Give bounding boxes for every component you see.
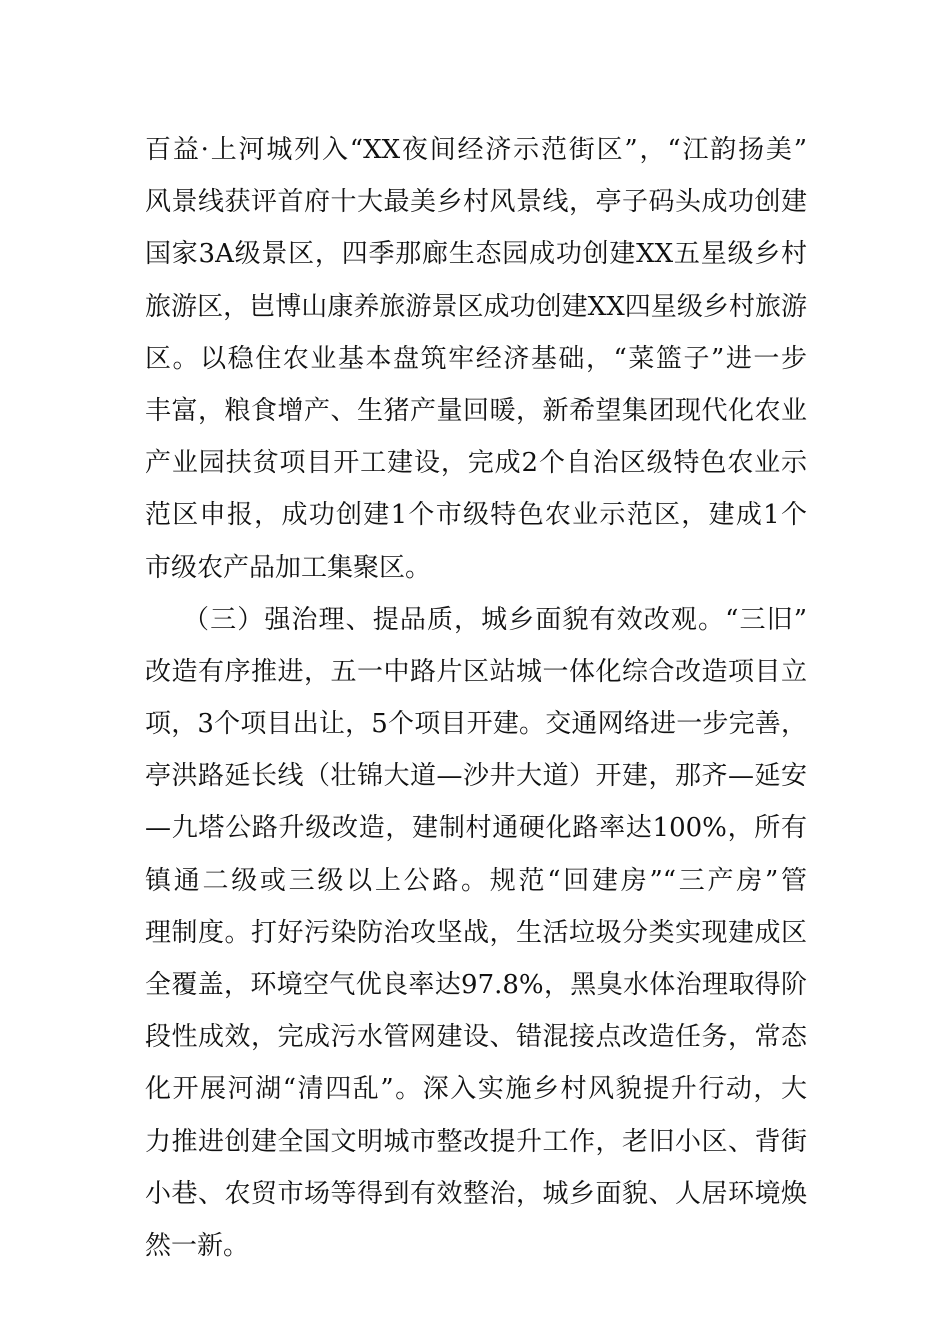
text-line: 镇通二级或三级以上公路。规范“回建房”“三产房”管 bbox=[145, 865, 807, 896]
text-line: 旅游区，岜博山康养旅游景区成功创建XX四星级乡村旅游 bbox=[145, 291, 807, 322]
text-line: 段性成效，完成污水管网建设、错混接点改造任务，常态 bbox=[145, 1022, 807, 1053]
text-line: 范区申报，成功创建1个市级特色农业示范区，建成1个 bbox=[145, 500, 807, 531]
text-line: 然一新。 bbox=[145, 1230, 250, 1261]
text-line: 力推进创建全国文明城市整改提升工作，老旧小区、背街 bbox=[145, 1126, 807, 1157]
text-line: 区。以稳住农业基本盘筑牢经济基础，“菜篮子”进一步 bbox=[145, 343, 807, 374]
text-line: 亭洪路延长线（壮锦大道—沙井大道）开建，那齐—延安 bbox=[145, 761, 807, 792]
text-line: 化开展河湖“清四乱”。深入实施乡村风貌提升行动，大 bbox=[145, 1074, 807, 1105]
paragraph-governance-urban-rural bbox=[145, 594, 807, 1272]
text-line: 全覆盖，环境空气优良率达97.8%，黑臭水体治理取得阶 bbox=[145, 970, 807, 1000]
text-line: 项，3个项目出让，5个项目开建。交通网络进一步完善， bbox=[145, 709, 807, 740]
text-line: 改造有序推进，五一中路片区站城一体化综合改造项目立 bbox=[145, 656, 807, 687]
text-line: 百益·上河城列入“XX夜间经济示范街区”，“江韵扬美” bbox=[145, 135, 807, 165]
text-line: —九塔公路升级改造，建制村通硬化路率达100%，所有 bbox=[145, 813, 807, 844]
text-line: 市级农产品加工集聚区。 bbox=[145, 552, 432, 583]
section-heading-line: （三）强治理、提品质，城乡面貌有效改观。“三旧” bbox=[183, 604, 807, 635]
text-line: 小巷、农贸市场等得到有效整治，城乡面貌、人居环境焕 bbox=[145, 1178, 807, 1209]
text-line: 风景线获评首府十大最美乡村风景线，亭子码头成功创建 bbox=[145, 187, 807, 218]
paragraph-rural-tourism-agriculture bbox=[145, 124, 807, 594]
text-line: 丰富，粮食增产、生猪产量回暖，新希望集团现代化农业 bbox=[145, 395, 807, 426]
body-text bbox=[145, 124, 807, 1272]
text-line: 理制度。打好污染防治攻坚战，生活垃圾分类实现建成区 bbox=[145, 917, 807, 948]
text-line: 国家3A级景区，四季那廊生态园成功创建XX五星级乡村 bbox=[145, 239, 807, 270]
text-line: 产业园扶贫项目开工建设，完成2个自治区级特色农业示 bbox=[145, 448, 807, 479]
